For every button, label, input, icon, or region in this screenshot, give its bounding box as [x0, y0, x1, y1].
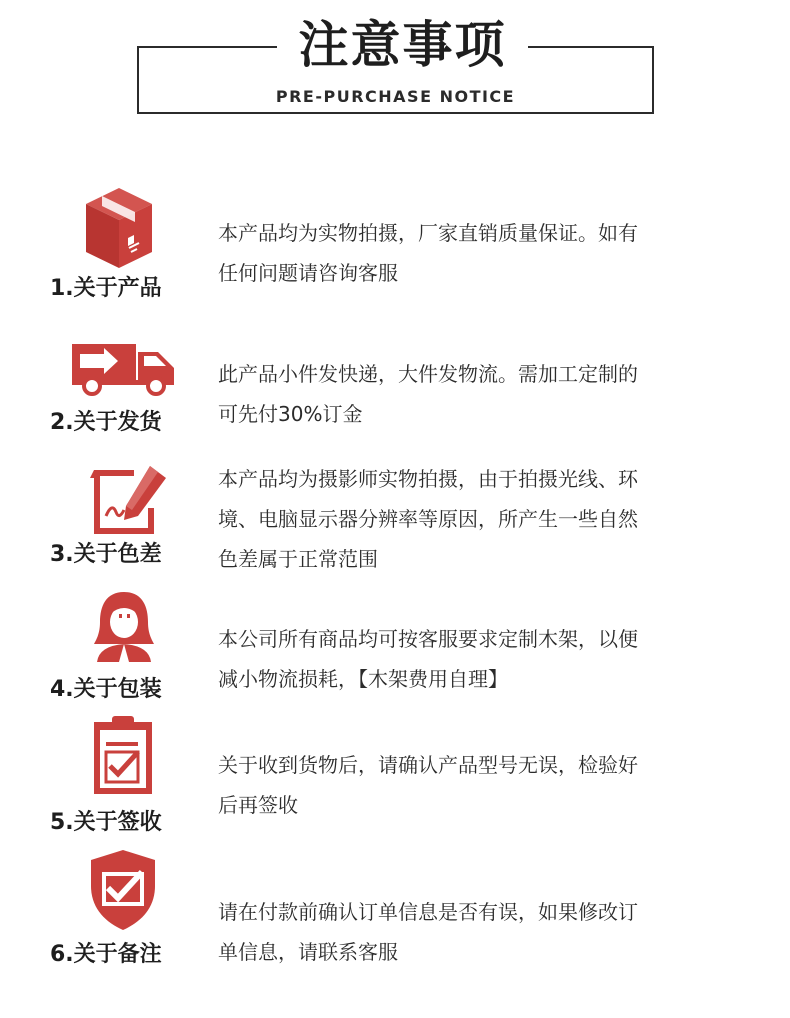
clipboard-check-icon — [90, 714, 156, 796]
notice-label: 5.关于签收 — [50, 810, 162, 835]
notice-line: 单信息，请联系客服 — [218, 940, 398, 964]
notice-desc — [218, 619, 738, 699]
notice-line: 可先付30%订金 — [218, 402, 363, 426]
notice-line: 本产品均为实物拍摄，厂家直销质量保证。如有 — [218, 221, 638, 245]
notice-line: 关于收到货物后，请确认产品型号无误，检验好 — [218, 753, 638, 777]
notice-desc — [218, 745, 738, 825]
notice-line: 本公司所有商品均可按客服要求定制木架，以便 — [218, 627, 638, 651]
notice-desc — [218, 459, 738, 579]
page-title: 注意事项 — [298, 16, 507, 74]
page-subtitle: PRE-PURCHASE NOTICE — [275, 87, 516, 106]
notice-desc — [218, 213, 738, 293]
shield-check-icon — [88, 848, 158, 932]
notice-label: 4.关于包装 — [50, 677, 162, 702]
notice-label: 3.关于色差 — [50, 542, 162, 567]
notice-label: 6.关于备注 — [50, 942, 162, 967]
notice-desc — [218, 892, 738, 972]
notice-line: 色差属于正常范围 — [218, 547, 378, 571]
notice-label: 1.关于产品 — [50, 276, 162, 301]
notice-line: 后再签收 — [218, 793, 298, 817]
notice-desc — [218, 354, 738, 434]
notice-line: 请在付款前确认订单信息是否有误，如果修改订 — [218, 900, 638, 924]
customer-service-icon — [93, 590, 155, 662]
delivery-truck-icon — [70, 340, 178, 396]
notice-line: 任何问题请咨询客服 — [218, 261, 398, 285]
notice-line: 此产品小件发快递，大件发物流。需加工定制的 — [218, 362, 638, 386]
notice-line: 减小物流损耗，【木架费用自理】 — [218, 667, 508, 691]
notice-line: 境、电脑显示器分辨率等原因，所产生一些自然 — [218, 507, 638, 531]
package-box-icon — [82, 186, 156, 270]
document-pen-icon — [88, 460, 174, 536]
notice-label: 2.关于发货 — [50, 410, 162, 435]
notice-line: 本产品均为摄影师实物拍摄，由于拍摄光线、环 — [218, 467, 638, 491]
